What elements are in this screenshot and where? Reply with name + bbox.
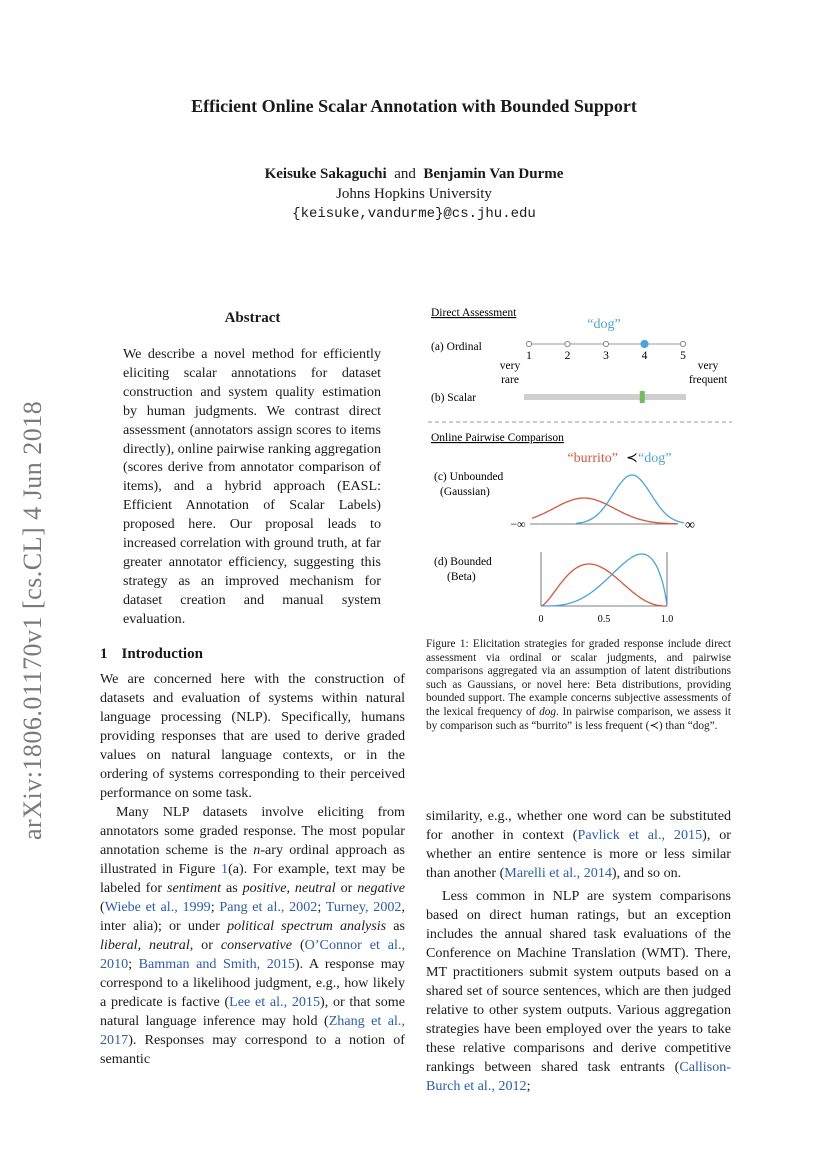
citation-pang[interactable]: Pang et al., 2002: [219, 899, 318, 915]
ordinal-point-2: [565, 341, 570, 346]
arxiv-stamp: arXiv:1806.01170v1 [cs.CL] 4 Jun 2018: [18, 400, 47, 840]
pairwise-heading: Online Pairwise Comparison: [431, 432, 564, 444]
citation-callison-burch[interactable]: Callison-Burch et al., 2012: [426, 1059, 731, 1094]
author-2: Benjamin Van Durme: [423, 166, 564, 182]
very-frequent-line1: very: [697, 360, 719, 372]
ordinal-tick-4: 4: [641, 350, 648, 362]
figure-1: [426, 300, 736, 630]
ordinal-tick-1: 1: [526, 350, 532, 362]
ordinal-tick-3: 3: [603, 350, 609, 362]
citation-lee[interactable]: Lee et al., 2015: [229, 994, 321, 1010]
citation-pavlick[interactable]: Pavlick et al., 2015: [577, 827, 703, 843]
beta-tick-0: 0: [538, 614, 544, 625]
unbounded-label-line2: (Gaussian): [440, 486, 490, 498]
author-1: Keisuke Sakaguchi: [264, 166, 387, 182]
figure-ref[interactable]: 1: [221, 861, 229, 877]
very-frequent-line2: frequent: [688, 374, 728, 386]
right-paragraph-2: Less common in NLP are system comparisons based on direct human ratings, but an exception includes the annual shared task evaluations of the Conference on Machine Translation (WMT). There, MT practitioners submit system outputs based on a shared set of source sentences, which are then judged relative to other system outputs. Various aggregation strategies have been employed over the years to take these relative comparisons and derive competitive rankings between shared task entrants (Callison-Burch et al., 2012;: [426, 888, 731, 1094]
ordinal-point-1: [526, 341, 531, 346]
scalar-track: [524, 394, 686, 400]
citation-zhang[interactable]: Zhang et al., 2017: [100, 1013, 405, 1048]
abstract-heading: Abstract: [224, 310, 281, 326]
ordinal-point-5: [680, 341, 685, 346]
intro-paragraph-1: We are concerned here with the construction of datasets and evaluation of systems within natural language processing (NLP). Specifically, humans providing responses that are used to derive graded values on natural language contexts, or in the ordering of systems corresponding to their perceived performance on some task.: [100, 671, 405, 801]
figure-caption: Figure 1: Elicitation strategies for graded response include direct assessment via ordinal or scalar judgments, and pairwise comparisons aggregated via an assumption of latent distributions such as Gaussians, or novel here: Beta distributions, providing bounded support. The example concerns subjective assessments of the lexical frequency of dog. In pairwise comparison, we assess it by comparison such as “burrito” is less frequent (≺) than “dog”.: [426, 638, 732, 732]
ordinal-point-3: [603, 341, 608, 346]
bounded-label-line1: (d) Bounded: [434, 556, 492, 568]
beta-burrito-curve: [541, 564, 667, 606]
very-rare-line1: very: [499, 360, 521, 372]
section-title: Introduction: [121, 646, 203, 662]
unbounded-label-line1: (c) Unbounded: [434, 471, 504, 483]
ordinal-label: (a) Ordinal: [431, 341, 482, 353]
citation-bamman[interactable]: Bamman and Smith, 2015: [138, 956, 295, 972]
dog-label-pairwise: “dog”: [638, 451, 672, 466]
burrito-label: “burrito”: [567, 451, 618, 466]
precedes-symbol: ≺: [626, 451, 638, 466]
ordinal-tick-2: 2: [564, 350, 571, 362]
direct-assessment-heading: Direct Assessment: [431, 307, 517, 319]
beta-tick-1.0: 1.0: [660, 614, 674, 625]
dog-label: “dog”: [587, 317, 621, 332]
beta-tick-0.5: 0.5: [597, 614, 611, 625]
left-column-body: [100, 670, 405, 1069]
scalar-label: (b) Scalar: [431, 392, 477, 404]
pos-infinity-label: ∞: [685, 518, 695, 533]
author-and: and: [394, 166, 416, 182]
affiliation: Johns Hopkins University: [336, 186, 492, 202]
citation-oconnor[interactable]: O’Connor et al., 2010: [100, 937, 406, 972]
citation-marelli[interactable]: Marelli et al., 2014: [504, 865, 612, 881]
bounded-label-line2: (Beta): [447, 571, 476, 583]
paper-title: Efficient Online Scalar Annotation with Bounded Support: [191, 96, 637, 116]
citation-turney[interactable]: Turney, 2002: [325, 899, 402, 915]
author-block: [0, 164, 828, 224]
right-paragraph-1: similarity, e.g., whether one word can be substituted for another in context (Pavlick et al., 2015), or whether an entire sentence is more or less similar than another (Marelli et al., 2014), and so on.: [426, 808, 731, 881]
beta-dog-curve: [541, 554, 667, 606]
ordinal-tick-5: 5: [680, 350, 686, 362]
right-column-body: [426, 807, 731, 1096]
ordinal-point-4: [641, 340, 648, 347]
email: {keisuke,vandurme}@cs.jhu.edu: [292, 206, 536, 222]
beta-tick-labels: [539, 614, 674, 625]
intro-paragraph-2: Many NLP datasets involve eliciting from annotators some graded response. The most popular annotation scheme is the n-ary ordinal approach as illustrated in Figure 1(a). For example, text may be labeled for sentiment as positive, neutral or negative (Wiebe et al., 1999; Pang et al., 2002; Turney, 2002, inter alia); or under political spectrum analysis as liberal, neutral, or conservative (O’Connor et al., 2010; Bamman and Smith, 2015). A response may correspond to a likelihood judgment, e.g., how likely a predicate is factive (Lee et al., 2015), or that some natural language inference may hold (Zhang et al., 2017). Responses may correspond to a notion of semantic: [100, 804, 406, 1067]
neg-infinity-label: −∞: [510, 517, 526, 531]
abstract-text: We describe a novel method for efficiently eliciting scalar annotations for dataset construction and system quality estimation by human judgments. We contrast direct assessment (annotators assign scores to items directly), online pairwise ranking aggregation (scores derive from annotator comparison of items), and a hybrid approach (EASL: Efficient Annotation of Scalar Labels) proposed here. Our proposal leads to increased correlation with ground truth, at far greater annotator efficiency, suggesting this strategy as an improved mechanism for dataset creation and manual system evaluation.: [123, 346, 381, 627]
very-rare-line2: rare: [501, 374, 519, 386]
scalar-thumb: [640, 391, 645, 403]
section-number: 1: [100, 646, 108, 662]
citation-wiebe[interactable]: Wiebe et al., 1999: [104, 899, 211, 915]
section-heading-introduction: [100, 646, 203, 663]
